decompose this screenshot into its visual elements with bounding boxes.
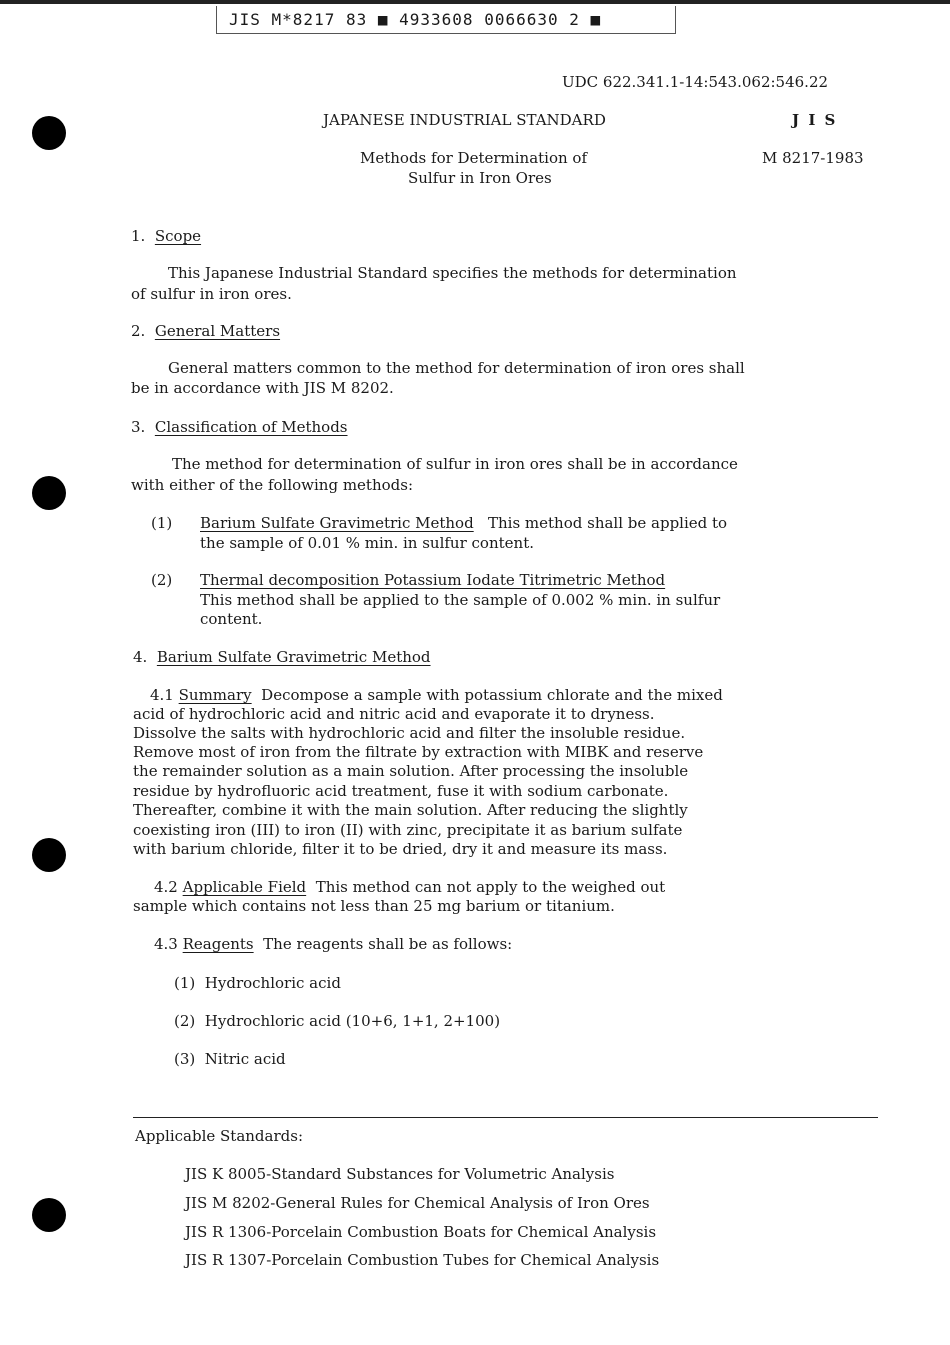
reagent-item: (2) Hydrochloric acid (10+6, 1+1, 2+100) xyxy=(174,1012,501,1030)
doc-title-1: Methods for Determination of xyxy=(360,149,588,167)
section-2-heading: 2. General Matters xyxy=(131,322,281,340)
paragraph-line: be in accordance with JIS M 8202. xyxy=(131,379,394,397)
paragraph-line: Remove most of iron from the filtrate by extraction with MIBK and reserve xyxy=(133,743,704,761)
paragraph-line: The method for determination of sulfur in iron ores shall be in accordance xyxy=(172,455,738,473)
method-2-title: Thermal decomposition Potassium Iodate Titrimetric Method xyxy=(200,571,666,589)
reagent-item: (3) Nitric acid xyxy=(174,1050,286,1068)
method-1-title: Barium Sulfate Gravimetric Method This method shall be applied to xyxy=(200,514,728,532)
paragraph-line: General matters common to the method for determination of iron ores shall xyxy=(168,359,745,377)
footnote-title: Applicable Standards: xyxy=(135,1127,303,1145)
paragraph-line: the sample of 0.01 % min. in sulfur content. xyxy=(200,534,534,552)
standard-ref: JIS R 1306-Porcelain Combustion Boats for Chemical Analysis xyxy=(185,1223,657,1241)
subsection-4-3: 4.3 Reagents The reagents shall be as follows: xyxy=(154,935,513,953)
method-1-num: (1) xyxy=(151,514,173,532)
paragraph-line: content. xyxy=(200,610,263,628)
standard-ref: JIS M 8202-General Rules for Chemical Analysis of Iron Ores xyxy=(185,1194,650,1212)
doc-number: M 8217-1983 xyxy=(762,149,864,167)
paragraph-line: with barium chloride, filter it to be dried, dry it and measure its mass. xyxy=(133,840,668,858)
paragraph-line: residue by hydrofluoric acid treatment, fuse it with sodium carbonate. xyxy=(133,782,669,800)
footnote-divider xyxy=(133,1117,878,1118)
standard-ref: JIS K 8005-Standard Substances for Volumetric Analysis xyxy=(185,1165,615,1183)
paragraph-line: with either of the following methods: xyxy=(131,476,414,494)
punch-hole-icon xyxy=(32,116,66,150)
section-1-heading: 1. Scope xyxy=(131,227,202,245)
paragraph-line: coexisting iron (III) to iron (II) with zinc, precipitate it as barium sulfate xyxy=(133,821,683,839)
paragraph-line: acid of hydrochloric acid and nitric acid and evaporate it to dryness. xyxy=(133,705,655,723)
reagent-item: (1) Hydrochloric acid xyxy=(174,974,341,992)
paragraph-line: This Japanese Industrial Standard specifies the methods for determination xyxy=(168,264,737,282)
udc-code: UDC 622.341.1-14:543.062:546.22 xyxy=(562,73,829,91)
section-4-heading: 4. Barium Sulfate Gravimetric Method xyxy=(133,648,431,666)
paragraph-line: of sulfur in iron ores. xyxy=(131,285,292,303)
jis-label: J I S xyxy=(792,111,838,129)
paragraph-line: sample which contains not less than 25 mg barium or titanium. xyxy=(133,897,615,915)
section-3-heading: 3. Classification of Methods xyxy=(131,418,348,436)
paragraph-line: Dissolve the salts with hydrochloric acid and filter the insoluble residue. xyxy=(133,724,686,742)
standard-ref: JIS R 1307-Porcelain Combustion Tubes for Chemical Analysis xyxy=(185,1251,660,1269)
document-stamp: JIS M*8217 83 ■ 4933608 0066630 2 ■ xyxy=(216,6,676,34)
punch-hole-icon xyxy=(32,476,66,510)
paragraph-line: This method shall be applied to the sample of 0.002 % min. in sulfur xyxy=(200,591,721,609)
org-title: JAPANESE INDUSTRIAL STANDARD xyxy=(323,111,606,129)
scan-edge xyxy=(0,0,950,4)
paragraph-line: Thereafter, combine it with the main solution. After reducing the slightly xyxy=(133,801,688,819)
doc-title-2: Sulfur in Iron Ores xyxy=(408,169,552,187)
subsection-4-1: 4.1 Summary Decompose a sample with potassium chlorate and the mixed xyxy=(150,686,723,704)
punch-hole-icon xyxy=(32,838,66,872)
method-2-num: (2) xyxy=(151,571,173,589)
punch-hole-icon xyxy=(32,1198,66,1232)
paragraph-line: the remainder solution as a main solution. After processing the insoluble xyxy=(133,762,689,780)
subsection-4-2: 4.2 Applicable Field This method can not apply to the weighed out xyxy=(154,878,666,896)
